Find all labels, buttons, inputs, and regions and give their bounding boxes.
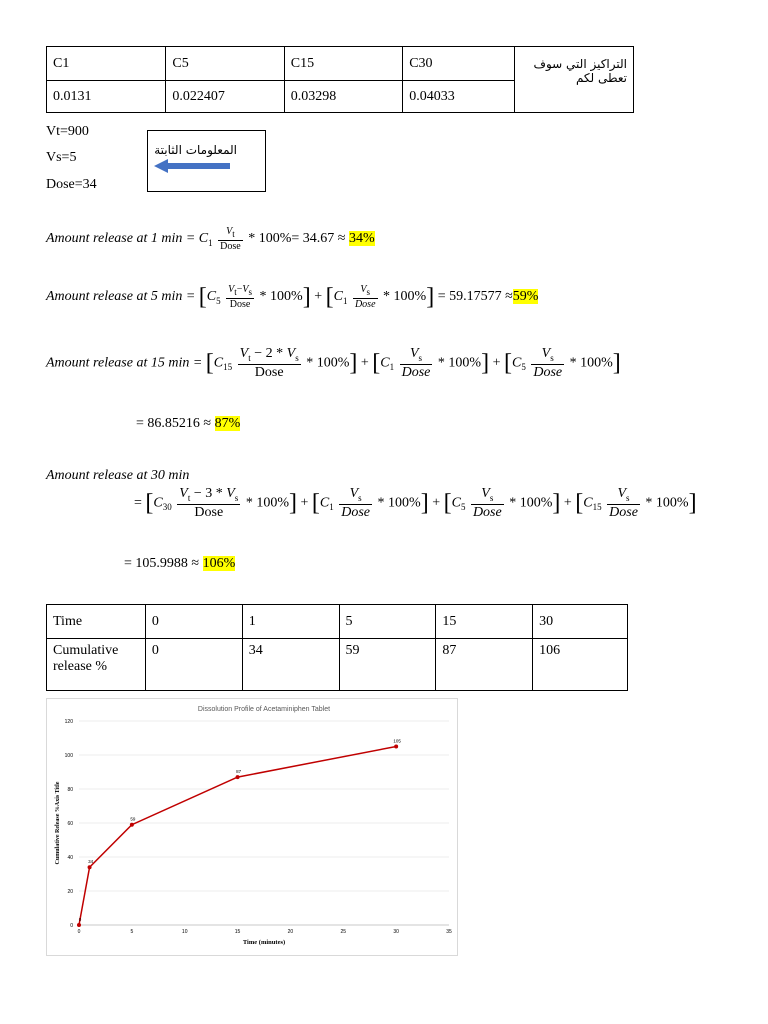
y-tick-label: 40 xyxy=(67,855,73,861)
eq3-fraction-1: $\frac{V_t - 2 * V_s}{\text{Dose}}$ xyxy=(239,346,299,380)
eq2-fraction-2: $\frac{V_s}{\text{Dose}}$ xyxy=(354,284,376,310)
chart-title: Dissolution Profile of Acetaminiphen Tablet xyxy=(197,706,331,713)
concentration-note: التراكيز التي سوف تعطى لكم xyxy=(514,47,633,113)
y-tick-label: 20 xyxy=(67,889,73,895)
release-cell: 59 xyxy=(339,639,436,691)
equation-3: Amount release at 15 $\min = [C_{15}$ $\frac{V_t - 2 * V_s}{\text{Dose}}$ * $100\%] + [C_1$ $\frac{V_s}{\text{Dose}}$ * $100\%] + [C_5$ $\frac{V_s}{\text{Dose}}$ * 100%] xyxy=(46,346,621,380)
eq4-highlight: 106% xyxy=(202,556,236,571)
equation-1: Amount release at 1 $\min = C_1$ $\frac{V_t}{\text{Dose}}$ * 100%= 34.67 ≈ 34% xyxy=(46,226,375,252)
eq4-fraction-2: $\frac{V_s}{\text{Dose}}$ xyxy=(341,486,371,520)
eq4-fraction-4: $\frac{V_s}{\text{Dose}}$ xyxy=(609,486,638,520)
x-tick-label: 35 xyxy=(446,929,452,935)
equation-4: = [$C_{30}$ $\frac{V_t - 3 * V_s}{\text{Dose}}$ * $100\%] + [C_1$ $\frac{V_s}{\text{Dose}}$ * $100\%] + [C_5$ $\frac{V_s}{\text{Dose}}$ * $100\%] + [C_{15}$ $\frac{V_s}{\text{Dose}}$ * 100%] xyxy=(134,486,697,520)
equation-3-result: = 86.85216 ≈ 87% xyxy=(136,416,241,431)
header-c15: C15 xyxy=(284,47,402,81)
constants-box-label: المعلومات الثابتة xyxy=(154,143,237,157)
eq3-prefix: Amount release at 15 min = xyxy=(46,355,203,371)
header-c30: C30 xyxy=(403,47,514,81)
data-point xyxy=(236,775,240,779)
constants-info-box xyxy=(147,130,266,192)
release-cell: 5 xyxy=(339,605,436,639)
data-point xyxy=(88,865,92,869)
eq3-highlight: 87% xyxy=(214,416,241,431)
constant-vt: Vt=900 xyxy=(46,124,89,139)
release-table xyxy=(46,604,628,691)
release-cell: 0 xyxy=(145,639,242,691)
release-row-label-time: Time xyxy=(47,605,146,639)
release-cell: 87 xyxy=(436,639,533,691)
value-c15: 0.03298 xyxy=(284,81,402,113)
y-axis-label: Cumulative Release %Axis Title xyxy=(55,781,61,865)
eq4-prefix: Amount release at 30 min xyxy=(46,468,190,483)
y-tick-label: 100 xyxy=(64,753,73,759)
x-axis-label: Time (minutes) xyxy=(242,939,286,946)
data-point xyxy=(77,923,81,927)
eq1-highlight: 34% xyxy=(348,231,375,247)
eq3-fraction-3: $\frac{V_s}{\text{Dose}}$ xyxy=(533,346,563,380)
value-c1: 0.0131 xyxy=(47,81,166,113)
data-label: 0 xyxy=(78,917,82,922)
y-tick-label: 120 xyxy=(64,719,73,725)
x-tick-label: 0 xyxy=(77,929,81,935)
eq1-fraction: $\frac{V_t}{\text{Dose}}$ xyxy=(220,226,241,252)
x-tick-label: 5 xyxy=(130,929,134,935)
x-tick-label: 20 xyxy=(287,929,294,935)
x-tick-label: 25 xyxy=(340,929,347,935)
eq2-highlight: 59% xyxy=(512,289,539,305)
data-point xyxy=(130,823,134,827)
x-tick-label: 30 xyxy=(393,929,399,935)
eq3-fraction-2: $\frac{V_s}{\text{Dose}}$ xyxy=(401,346,431,380)
x-tick-label: 10 xyxy=(181,929,188,935)
chart-svg xyxy=(47,699,457,955)
data-label: 105 xyxy=(393,738,401,744)
value-c5: 0.022407 xyxy=(166,81,284,113)
header-c1: C1 xyxy=(47,47,166,81)
y-tick-label: 0 xyxy=(70,923,73,929)
eq1-prefix: Amount release at 1 min = C xyxy=(46,231,209,247)
release-row-label-cumulative: Cumulative release % xyxy=(47,639,146,691)
concentration-table xyxy=(46,46,634,113)
dissolution-chart xyxy=(46,698,458,956)
release-cell: 34 xyxy=(242,639,339,691)
data-label: 59 xyxy=(130,816,136,822)
eq1-result: * 100%= 34.67 ≈ xyxy=(248,231,346,247)
eq4-fraction-1: $\frac{V_t - 3 * V_s}{\text{Dose}}$ xyxy=(179,486,239,520)
value-c30: 0.04033 xyxy=(403,81,514,113)
release-cell: 106 xyxy=(533,639,628,691)
constant-vs: Vs=5 xyxy=(46,150,77,165)
release-cell: 30 xyxy=(533,605,628,639)
y-tick-label: 80 xyxy=(67,787,73,793)
eq2-prefix: Amount release at 5 min = xyxy=(46,289,196,305)
equation-4-result: = 105.9988 ≈ 106% xyxy=(124,556,236,571)
release-cell: 0 xyxy=(145,605,242,639)
constant-dose: Dose=34 xyxy=(46,177,97,192)
eq2-result: = 59.17577 ≈ xyxy=(437,289,513,305)
equation-2: Amount release at 5 $\min = [C_5$ $\frac{V_t-V_s}{\text{Dose}}$ * $100\%] + [C_1$ $\frac{V_s}{\text{Dose}}$ * 100%] = 59.17577 ≈59% xyxy=(46,283,539,310)
arrow-left-icon xyxy=(154,159,230,173)
data-point xyxy=(394,745,398,749)
release-cell: 1 xyxy=(242,605,339,639)
x-tick-label: 15 xyxy=(234,929,241,935)
header-c5: C5 xyxy=(166,47,284,81)
eq4-fraction-3: $\frac{V_s}{\text{Dose}}$ xyxy=(472,486,502,520)
y-tick-label: 60 xyxy=(67,821,73,827)
data-label: 87 xyxy=(236,769,242,775)
release-cell: 15 xyxy=(436,605,533,639)
eq2-fraction-1: $\frac{V_t-V_s}{\text{Dose}}$ xyxy=(228,284,253,310)
data-label: 34 xyxy=(88,859,94,865)
